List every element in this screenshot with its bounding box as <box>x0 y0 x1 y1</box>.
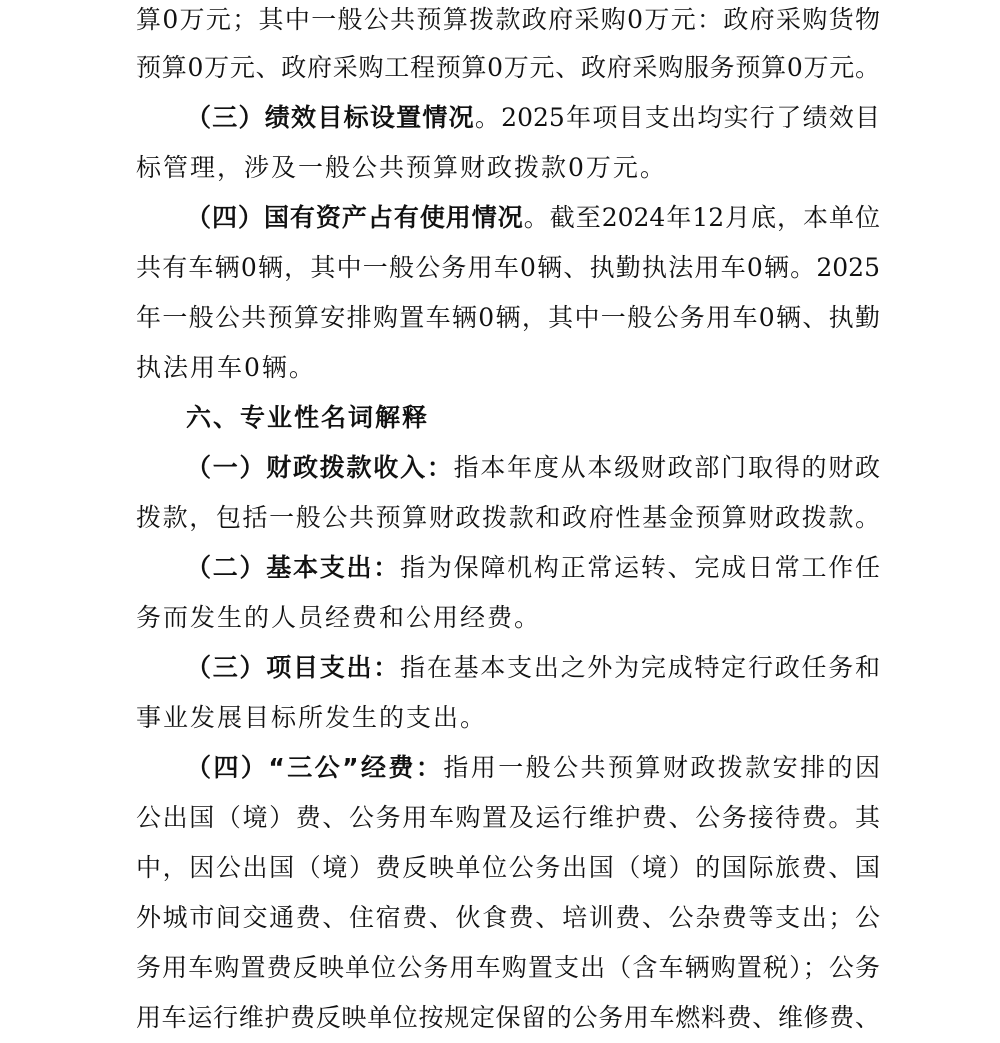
text-line <box>136 148 880 188</box>
term-title: （三）项目支出： <box>186 653 401 682</box>
text-line <box>186 748 880 788</box>
line-text: 指本年度从本级财政部门取得的财政 <box>453 453 880 482</box>
text-line <box>136 698 880 738</box>
line-text: 预算0万元、政府采购工程预算0万元、政府采购服务预算0万元。 <box>136 53 880 82</box>
text-line <box>136 248 880 288</box>
section-heading-text: 六、专业性名词解释 <box>186 403 430 432</box>
text-line <box>186 198 880 238</box>
term-title: （四）“三公”经费： <box>186 753 444 782</box>
line-text: 执法用车0辆。 <box>136 353 316 382</box>
line-text: 。截至2024年12月底，本单位 <box>523 203 880 232</box>
text-line <box>136 948 880 988</box>
text-line <box>136 798 880 838</box>
line-text: 指用一般公共预算财政拨款安排的因 <box>443 753 880 782</box>
text-line <box>136 498 880 538</box>
line-text: 外城市间交通费、住宿费、伙食费、培训费、公杂费等支出；公 <box>136 903 880 932</box>
text-line <box>136 998 880 1038</box>
line-text: 年一般公共预算安排购置车辆0辆，其中一般公务用车0辆、执勤 <box>136 303 880 332</box>
text-line <box>136 0 880 40</box>
text-line <box>136 898 880 938</box>
line-text: 共有车辆0辆，其中一般公务用车0辆、执勤执法用车0辆。2025 <box>136 253 880 282</box>
line-text: 。2025年项目支出均实行了绩效目 <box>474 103 880 132</box>
line-text: 事业发展目标所发生的支出。 <box>136 703 488 732</box>
text-line <box>186 448 880 488</box>
term-title: （一）财政拨款收入： <box>186 453 454 482</box>
line-text: 用车运行维护费反映单位按规定保留的公务用车燃料费、维修费、 <box>136 1003 880 1032</box>
line-text: 拨款，包括一般公共预算财政拨款和政府性基金预算财政拨款。 <box>136 503 880 532</box>
line-text: 算0万元；其中一般公共预算拨款政府采购0万元：政府采购货物 <box>136 5 880 34</box>
line-text: 标管理，涉及一般公共预算财政拨款0万元。 <box>136 153 667 182</box>
text-line <box>136 48 880 88</box>
text-line <box>136 348 880 388</box>
line-text: 中，因公出国（境）费反映单位公务出国（境）的国际旅费、国 <box>136 853 880 882</box>
subsection-title: （四）国有资产占有使用情况 <box>186 203 524 232</box>
line-text: 务而发生的人员经费和公用经费。 <box>136 603 542 632</box>
text-line <box>136 598 880 638</box>
text-line <box>136 848 880 888</box>
line-text: 指为保障机构正常运转、完成日常工作任 <box>400 553 880 582</box>
text-line <box>136 298 880 338</box>
subsection-title: （三）绩效目标设置情况 <box>186 103 475 132</box>
text-line <box>186 648 880 688</box>
line-text: 务用车购置费反映单位公务用车购置支出（含车辆购置税）；公务 <box>136 953 880 982</box>
text-line <box>186 548 880 588</box>
section-heading <box>186 398 880 438</box>
line-text: 指在基本支出之外为完成特定行政任务和 <box>400 653 880 682</box>
text-line <box>186 98 880 138</box>
term-title: （二）基本支出： <box>186 553 401 582</box>
line-text: 公出国（境）费、公务用车购置及运行维护费、公务接待费。其 <box>136 803 880 832</box>
